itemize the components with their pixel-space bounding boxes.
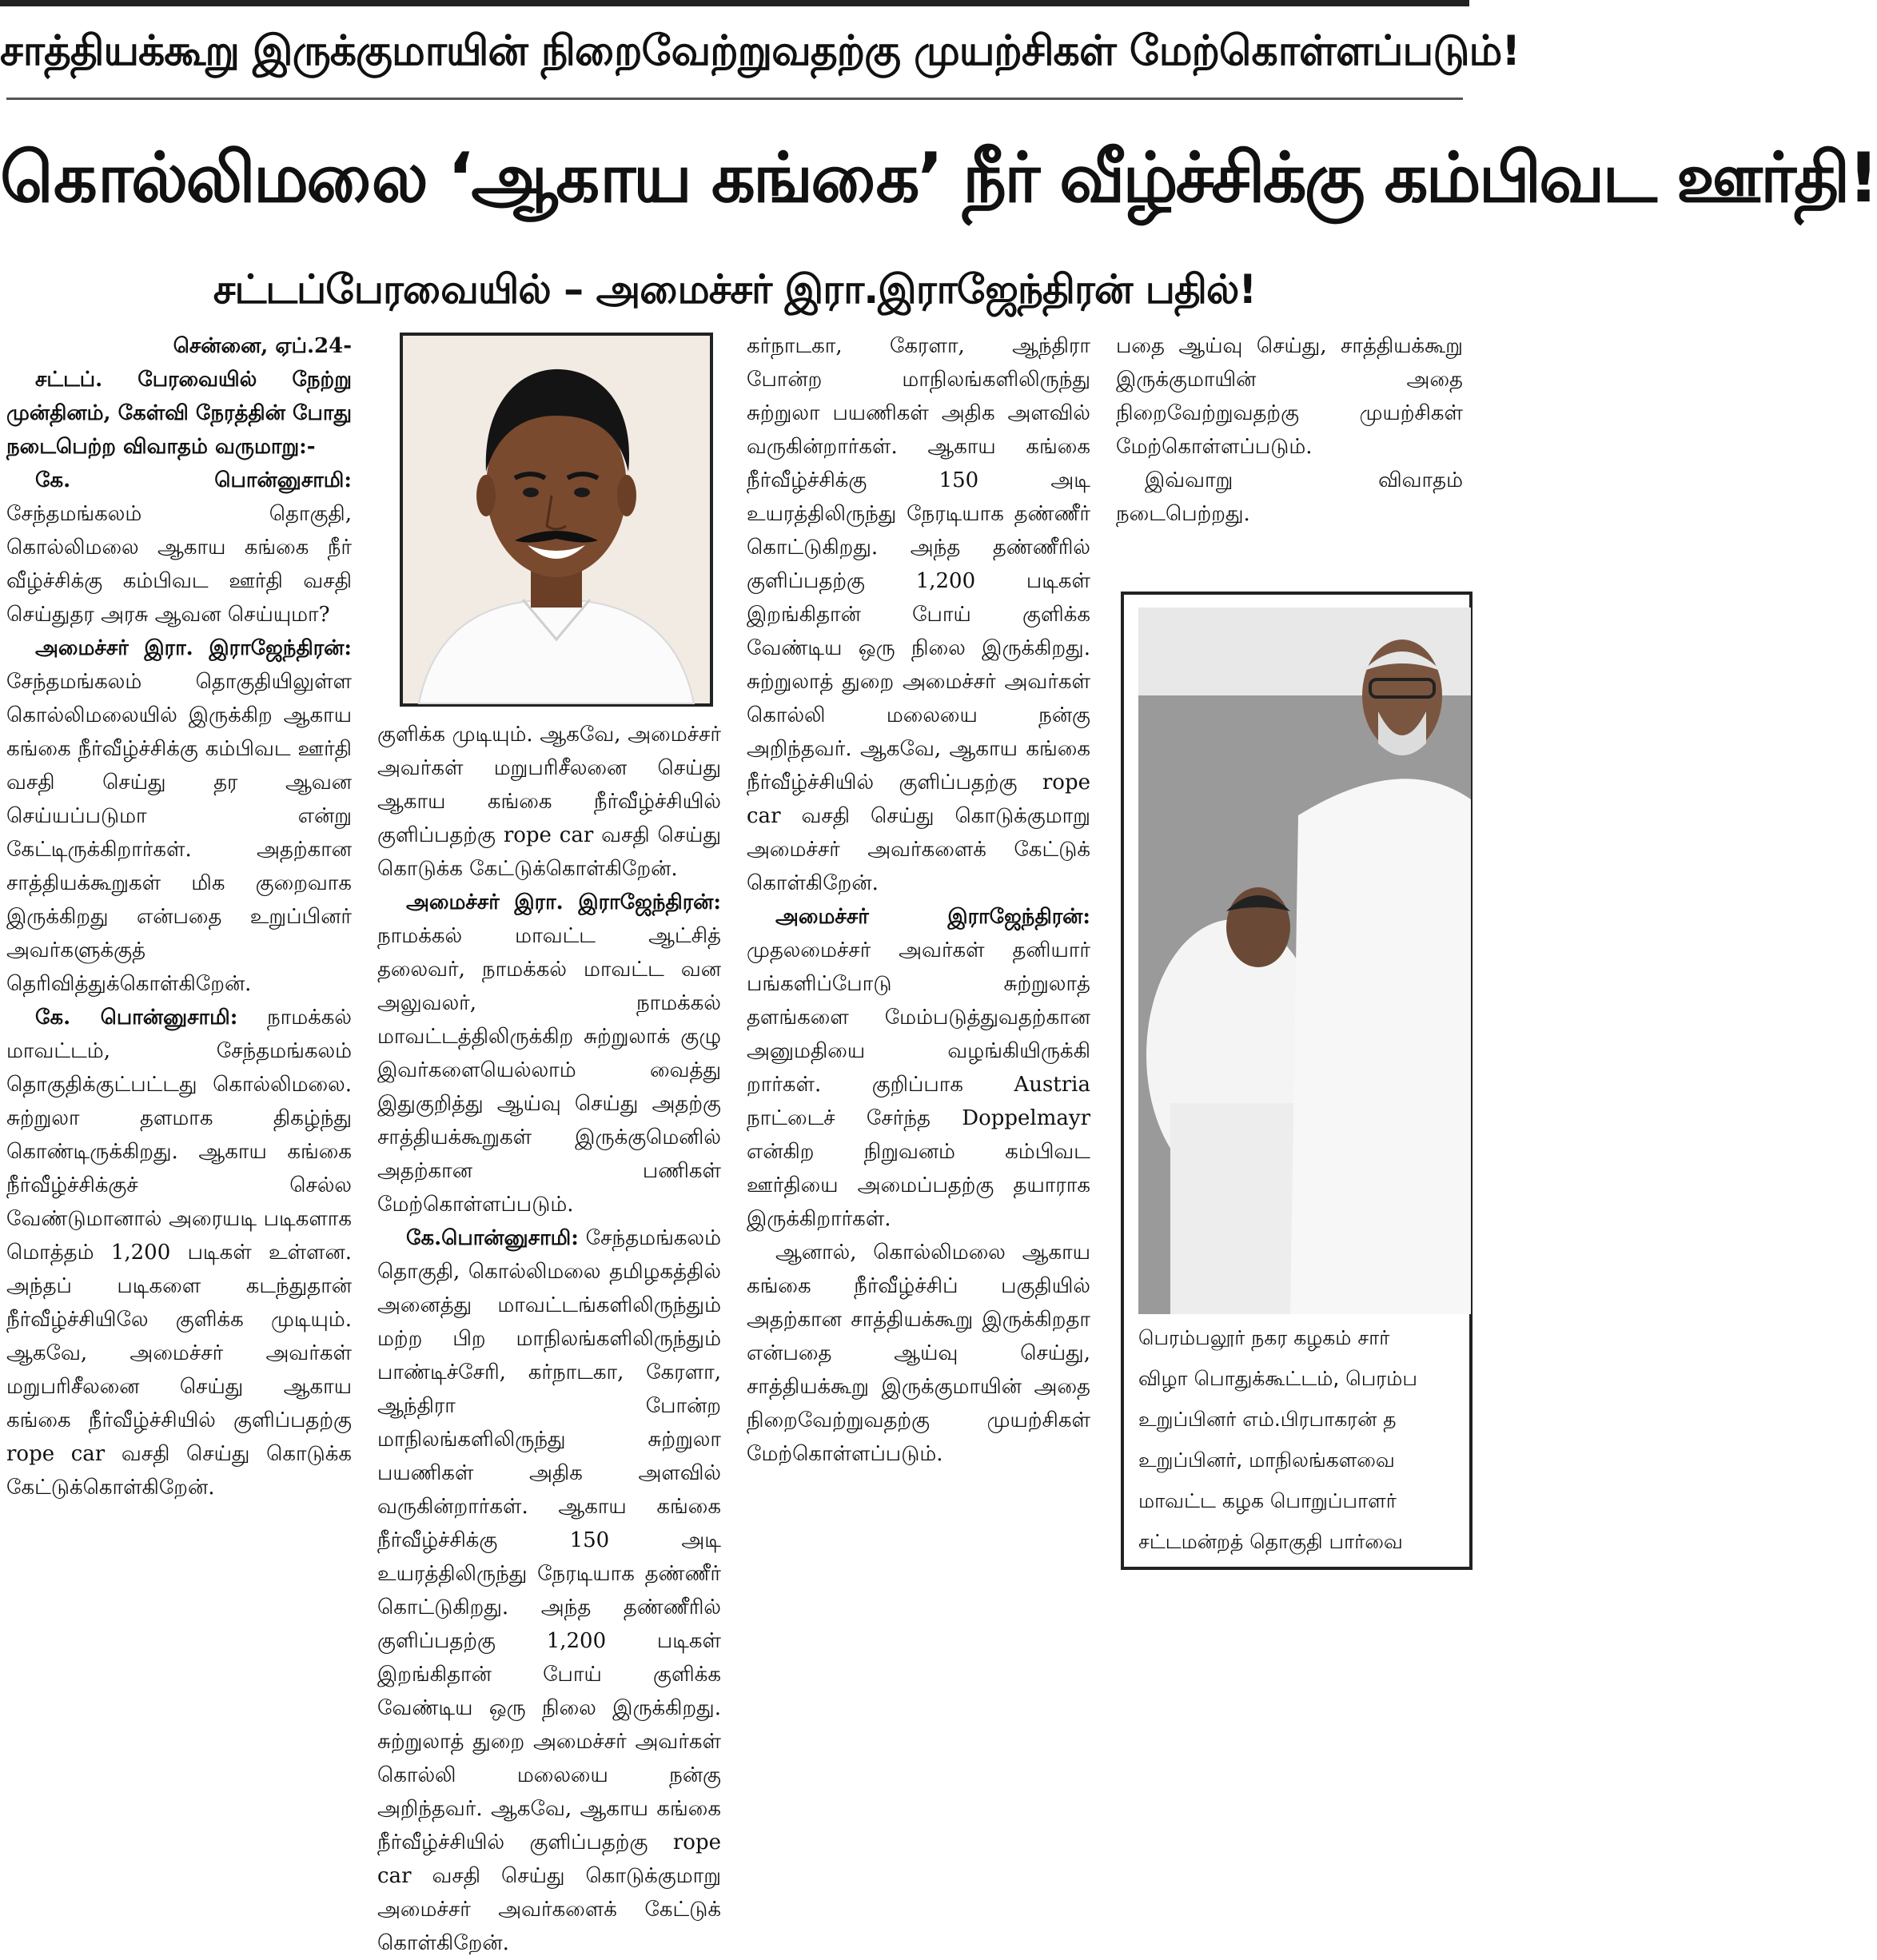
portrait-illustration [403, 336, 710, 703]
question-2 [6, 1001, 352, 1504]
column-3-continuation: கர்நாடகா, கேரளா, ஆந்திரா போன்ற மாநிலங்களிலிருந்து சுற்றுலா பயணிகள் அதிக அளவில் வருகின்றார்கள். ஆகாய கங்கை நீர்வீழ்ச்சிக்கு 150 அடி உயரத்திலிருந்து நேரடியாக தண்ணீர் கொட்டுகிறது. அந்த தண்ணீரில் குளிப்பதற்கு 1,200 படிகள் இறங்கிதான் போய் குளிக்க வேண்டிய ஒரு நிலை இருக்கிறது. சுற்றுலாத் துறை அமைச்சர் அவர்கள் கொல்லி மலையை நன்கு அறிந்தவர். ஆகவே, ஆகாய கங்கை நீர்வீழ்ச்சியில் குளிப்பதற்கு rope car வசதி செய்து கொடுக்குமாறு அமைச்சர் அவர்களைக் கேட்டுக் கொள்கிறேன். [747, 334, 1090, 895]
caption-line: மாவட்ட கழக பொறுப்பாளர் [1138, 1489, 1397, 1512]
kicker-divider [6, 98, 1463, 100]
answer-3-text: முதலமைச்சர் அவர்கள் தனியார் பங்களிப்போடு சுற்றுலாத் தளங்களை மேம்படுத்துவதற்கான அனுமதியை வழங்கியிருக்கி றார்கள். குறிப்பாக Austria நாட்டைச் சேர்ந்த Doppelmayr என்கிற நிறுவனம் கம்பிவட ஊர்தியை அமைப்பதற்கு தயாராக இருக்கிறார்கள். [747, 938, 1090, 1231]
question-3-text: சேந்தமங்கலம் தொகுதி, கொல்லிமலை தமிழகத்தில் அனைத்து மாவட்டங்களிலிருந்தும் மற்ற பிற மாநிலங்களிலிருந்தும் பாண்டிச்சேரி, கர்நாடகா, கேரளா, ஆந்திரா போன்ற மாநிலங்களிலிருந்து சுற்றுலா பயணிகள் அதிக அளவில் வருகின்றார்கள். ஆகாய கங்கை நீர்வீழ்ச்சிக்கு 150 அடி உயரத்திலிருந்து நேரடியாக தண்ணீர் கொட்டுகிறது. அந்த தண்ணீரில் குளிப்பதற்கு 1,200 படிகள் இறங்கிதான் போய் குளிக்க வேண்டிய ஒரு நிலை இருக்கிறது. சுற்றுலாத் துறை அமைச்சர் அவர்கள் கொல்லி மலையை நன்கு அறிந்தவர். ஆகவே, ஆகாய கங்கை நீர்வீழ்ச்சியில் குளிப்பதற்கு rope car வசதி செய்து கொடுக்குமாறு அமைச்சர் அவர்களைக் கேட்டுக் கொள்கிறேன். [377, 1226, 721, 1955]
speaker-name: அமைச்சர் இரா. இராஜேந்திரன்: [35, 636, 352, 660]
main-headline: கொல்லிமலை ‘ஆகாய கங்கை’ நீர் வீழ்ச்சிக்கு கம்பிவட ஊர்தி! [0, 138, 1877, 218]
column-4-continuation: பதை ஆய்வு செய்து, சாத்தியக்கூறு இருக்குமாயின் அதை நிறைவேற்றுவதற்கு முயற்சிகள் மேற்கொள்ளப்படும். [1116, 334, 1463, 459]
kicker-headline: சாத்தியக்கூறு இருக்குமாயின் நிறைவேற்றுவதற்கு முயற்சிகள் மேற்கொள்ளப்படும்! [0, 27, 1520, 75]
closing-line: இவ்வாறு விவாதம் நடைபெற்றது. [1116, 468, 1463, 526]
answer-2 [377, 886, 721, 1221]
article-column-1 [6, 329, 352, 1568]
event-photo-illustration [1138, 608, 1471, 1314]
answer-2-text: நாமக்கல் மாவட்ட ஆட்சித் தலைவர், நாமக்கல் மாவட்ட வன அலுவலர், நாமக்கல் மாவட்டத்திலிருக்கிற சுற்றுலாக் குழு இவர்களையெல்லாம் வைத்து இதுகுறித்து ஆய்வு செய்து அதற்கு சாத்தியக்கூறுகள் இருக்குமெனில் அதற்கான பணிகள் மேற்கொள்ளப்படும். [377, 924, 721, 1217]
top-border [0, 0, 1469, 6]
speaker-name: கே. பொன்னுசாமி: [35, 1006, 238, 1030]
caption-line: சட்டமன்றத் தொகுதி பார்வை [1138, 1530, 1403, 1553]
speaker-name: அமைச்சர் இரா. இராஜேந்திரன்: [406, 890, 721, 914]
answer-1-text: சேந்தமங்கலம் தொகுதியிலுள்ள கொல்லிமலையில் இருக்கிற ஆகாய கங்கை நீர்வீழ்ச்சிக்கு கம்பிவட ஊர்தி வசதி செய்து தர ஆவன செய்யப்படுமா என்று கேட்டிருக்கிறார்கள். அதற்கான சாத்தியக்கூறுகள் மிக குறைவாக இருக்கிறது என்பதை உறுப்பினர் அவர்களுக்குத் தெரிவித்துக்கொள்கிறேன். [6, 670, 352, 996]
caption-line: விழா பொதுக்கூட்டம், பெரம்ப [1138, 1367, 1417, 1390]
speaker-name: கே.பொன்னுசாமி: [406, 1226, 579, 1250]
article-column-3 [747, 329, 1090, 1568]
speaker-name: கே. பொன்னுசாமி: [35, 468, 352, 492]
answer-3-continued: ஆனால், கொல்லிமலை ஆகாய கங்கை நீர்வீழ்ச்சிப் பகுதியில் அதற்கான சாத்தியக்கூறு இருக்கிறதா என்பதை ஆய்வு செய்து, சாத்தியக்கூறு இருக்குமாயின் அதை நிறைவேற்றுவதற்கு முயற்சிகள் மேற்கொள்ளப்படும். [747, 1241, 1090, 1466]
dateline: சென்னை, ஏப்.24- [173, 334, 352, 358]
intro-paragraph [6, 363, 352, 464]
question-3 [377, 1221, 721, 1960]
answer-3 [747, 900, 1090, 1236]
event-photo-box [1121, 592, 1473, 1570]
question-1-text: சேந்தமங்கலம் தொகுதி, கொல்லிமலை ஆகாய கங்கை நீர் வீழ்ச்சிக்கு கம்பிவட ஊர்தி வசதி செய்துதர அரசு ஆவன செய்யுமா? [6, 502, 352, 627]
event-photo [1138, 608, 1471, 1314]
column-2-continuation: குளிக்க முடியும். ஆகவே, அமைச்சர் அவர்கள் மறுபரிசீலனை செய்து ஆகாய கங்கை நீர்வீழ்ச்சியில் குளிப்பதற்கு rope car வசதி செய்து கொடுக்க கேட்டுக்கொள்கிறேன். [377, 723, 721, 881]
intro-text: சட்டப். பேரவையில் நேற்று முன்தினம், கேள்வி நேரத்தின் போது நடைபெற்ற விவாதம் வருமாறு:- [6, 368, 352, 459]
question-1 [6, 464, 352, 631]
answer-1 [6, 631, 352, 1001]
sub-headline: சட்டப்பேரவையில் – அமைச்சர் இரா.இராஜேந்திரன் பதில்! [213, 266, 1257, 313]
photo-caption [1138, 1317, 1474, 1565]
article-column-4 [1116, 329, 1463, 569]
caption-line: உறுப்பினர், மாநிலங்களவை [1138, 1448, 1395, 1472]
article-column-2 [377, 718, 721, 1955]
caption-line: பெரம்பலூர் நகர கழகம் சார் [1138, 1326, 1390, 1349]
caption-line: உறுப்பினர் எம்.பிரபாகரன் த [1138, 1408, 1397, 1431]
minister-portrait [400, 333, 713, 707]
question-2-text: நாமக்கல் மாவட்டம், சேந்தமங்கலம் தொகுதிக்குட்பட்டது கொல்லிமலை. சுற்றுலா தளமாக திகழ்ந்து கொண்டிருக்கிறது. ஆகாய கங்கை நீர்வீழ்ச்சிக்குச் செல்ல வேண்டுமானால் அரையடி படிகளாக மொத்தம் 1,200 படிகள் உள்ளன. அந்தப் படிகளை கடந்துதான் நீர்வீழ்ச்சியிலே குளிக்க முடியும். ஆகவே, அமைச்சர் அவர்கள் மறுபரிசீலனை செய்து ஆகாய கங்கை நீர்வீழ்ச்சியில் குளிப்பதற்கு rope car வசதி செய்து கொடுக்க கேட்டுக்கொள்கிறேன். [6, 1006, 352, 1500]
speaker-name: அமைச்சர் இராஜேந்திரன்: [775, 905, 1090, 929]
